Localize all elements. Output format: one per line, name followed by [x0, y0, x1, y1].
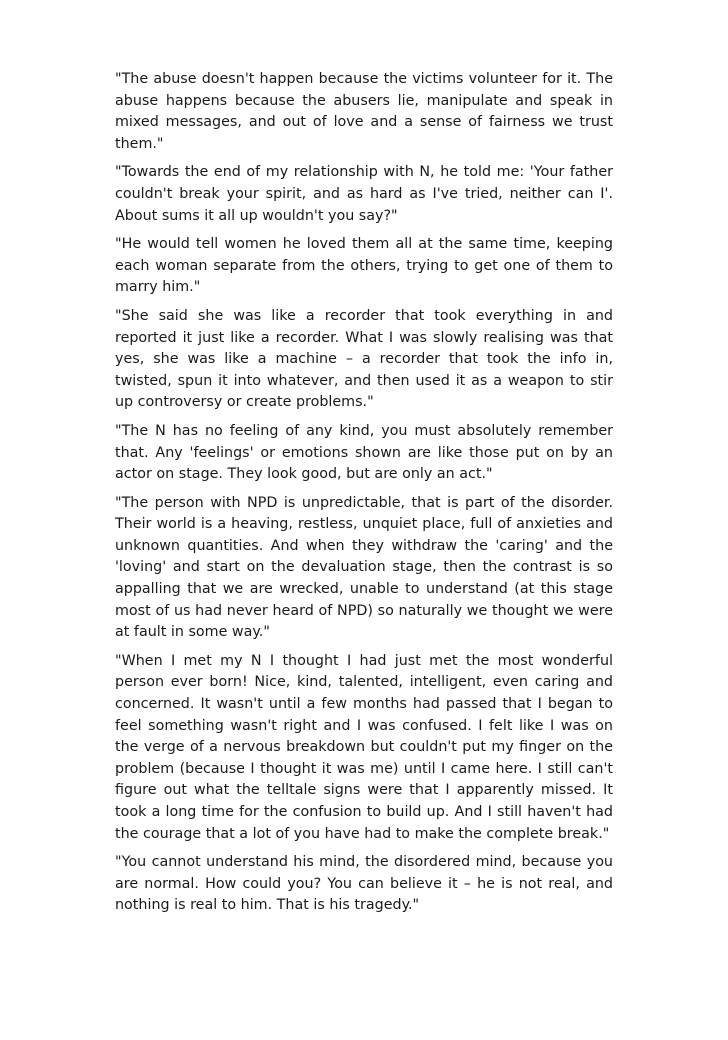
quote-paragraph: "She said she was like a recorder that took everything in and reported it just like a recorder. What I was slowly realising was that yes, she was like a machine – a recorder that took the info in, twisted, spun it into whatever, and then used it as a weapon to stir up controversy or create problems." [115, 307, 613, 411]
quote-paragraph: "The abuse doesn't happen because the victims volunteer for it. The abuse happens because the abusers lie, manipulate and speak in mixed messages, and out of love and a sense of fairness we trust them." [115, 71, 613, 152]
quote-paragraph: "The N has no feeling of any kind, you must absolutely remember that. Any 'feelings' or emotions shown are like those put on by an actor on stage. They look good, but are only an act." [115, 422, 613, 483]
quote-paragraph: "The person with NPD is unpredictable, that is part of the disorder. Their world is a heaving, restless, unquiet place, full of anxieties and unknown quantities. And when they withdraw the 'caring' and the 'loving' and start on the devaluation stage, then the contrast is so appalling that we are wrecked, unable to understand (at this stage most of us had never heard of NPD) so naturally we thought we were at fault in some way." [115, 494, 613, 641]
quote-paragraph: "Towards the end of my relationship with N, he told me: 'Your father couldn't break your spirit, and as hard as I've tried, neither can I'. About sums it all up wouldn't you say?" [115, 164, 613, 224]
quote-paragraph: "When I met my N I thought I had just met the most wonderful person ever born! Nice, kind, talented, intelligent, even caring and concerned. It wasn't until a few months had passed that I began to feel something wasn't right and I was confused. I felt like I was on the verge of a nervous breakdown but couldn't put my finger on the problem (because I thought it was me) until I came here. I still can't figure out what the telltale signs were that I apparently missed. It took a long time for the confusion to build up. And I still haven't had the courage that a lot of you have had to make the complete break." [115, 652, 613, 842]
quote-paragraph: "You cannot understand his mind, the disordered mind, because you are normal. How could you? You can believe it – he is not real, and nothing is real to him. That is his tragedy." [115, 854, 613, 914]
quote-paragraph: "He would tell women he loved them all at the same time, keeping each woman separate from the others, trying to get one of them to marry him." [115, 236, 613, 296]
document-page [115, 69, 613, 924]
